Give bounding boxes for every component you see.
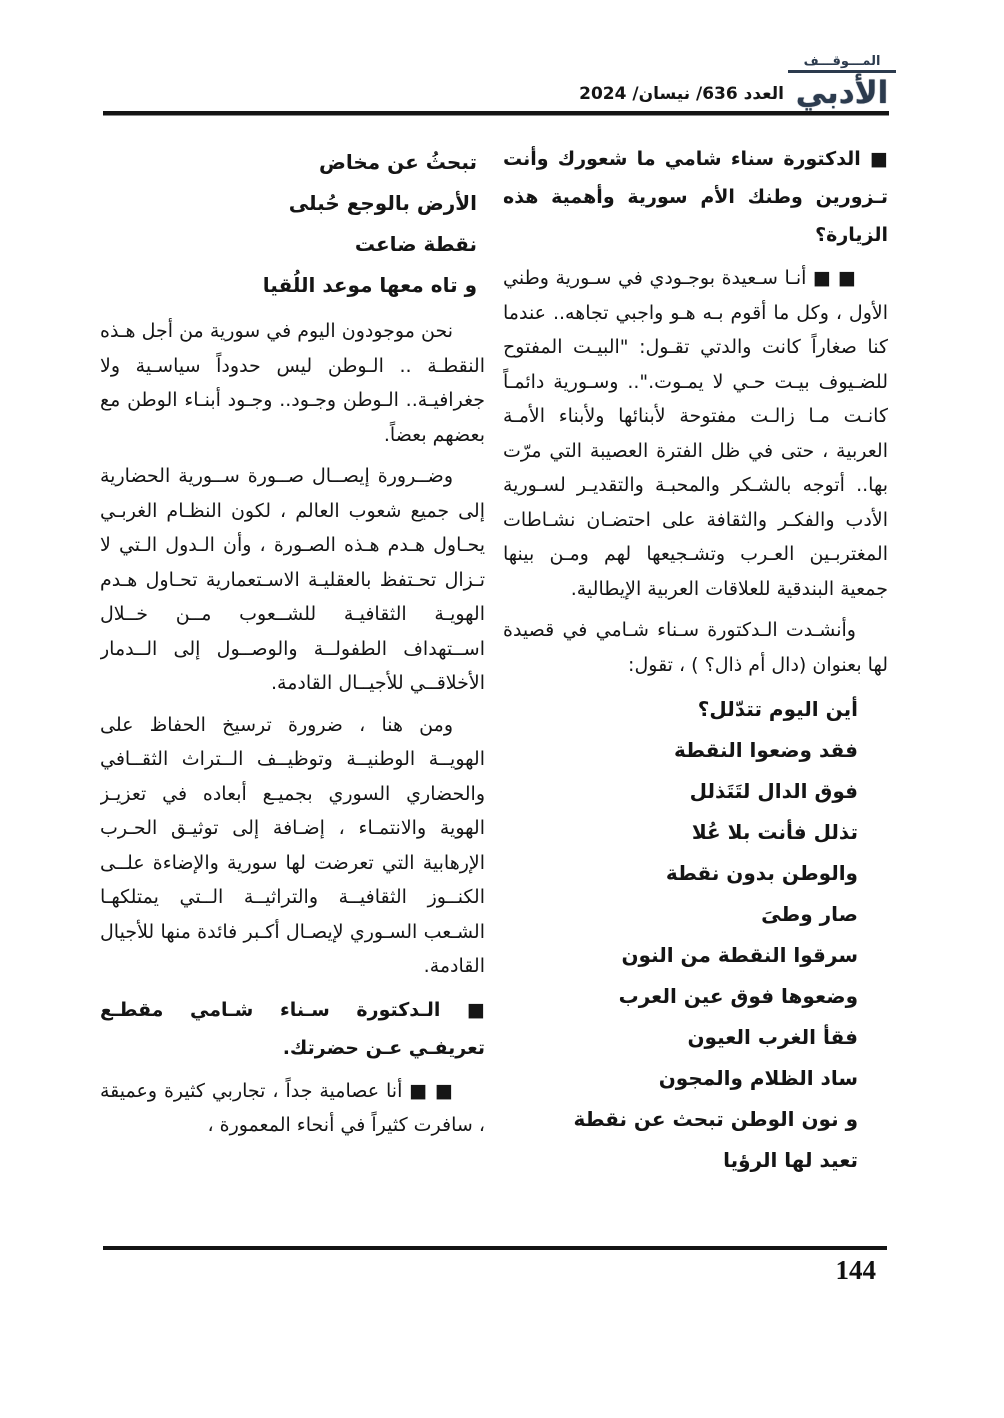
logo-divider [788,70,896,73]
poem-line: أين اليوم تتدّلل؟ [697,697,858,721]
poem-line: و نون الوطن تبحث عن نقطة [573,1107,858,1131]
article-body [100,140,888,1240]
poem-left-block [100,142,485,306]
footer-rule [103,1246,887,1250]
poem-line: والوطن بدون نقطة [665,861,858,885]
interview-answer-2: ■ ■ أنا عصامية جداً ، تجاربي كثيرة وعميقة ، سافرت كثيراً في أنحاء المعمورة ، [100,1079,485,1136]
interview-question-1: ■ الدكتورة سناء شامي ما شعورك وأنت تـزورين وطنك الأم سورية وأهمية هذه الزيارة؟ [503,148,888,246]
poem-intro: وأنشـدت الـدكتورة سـناء شـامي في قصيدة لها بعنوان (دال أم ذال؟ ) ، تقول: [503,619,888,676]
column-left [100,140,485,1240]
poem-line: فقأ الغرب العيون [687,1025,858,1049]
logo-top-text: المـــوقـــف [803,54,881,69]
body-paragraph: نحن موجودون اليوم في سورية من أجل هـذه النقطـة .. الـوطن ليس حدوداً سياسـية ولا جغرافيـة.. الـوطن وجـود.. وجـود أبنـاء الوطن مع بعضهم بعضاً. [100,320,485,446]
page-number: 144 [835,1255,876,1285]
magazine-logo [786,54,898,111]
body-paragraph: ومن هنا ، ضرورة ترسيخ الحفاظ على الهويــة الوطنيــة وتوظيــف الــتراث الثقــافي والحضاري السوري بجميـع أبعاده في تعزيـز الهوية والانتمـاء ، إضـافة إلى توثيـق الحـرب الإرهابية التي تعرضت لها سورية والإضاءة علــى الكنــوز الثقافيــة والتراثيــة الــتي يمتلكهـا الشـعب السـوري لإيصـال أكـبر فائدة منها للأجيال القادمة. [100,713,485,977]
body-paragraph: وضــرورة إيصــال صــورة ســورية الحضارية إلى جميع شعوب العالم ، لكون النظـام الغربـي يحـاول هـدم هـذه الصـورة ، وأن الـدول الـتي لا تـزال تحـتفظ بالعقليـة الاسـتعمارية تحـاول هـدم الهويـة الثقافيـة للشــعوب مــن خــلال اســتهداف الطفولــة والوصــول إلى الــدمار الأخلاقــي للأجيــال القادمة. [100,465,485,694]
poem-line: ساد الظلام والمجون [658,1066,858,1090]
interview-question-2: ■ الـدكتورة سـناء شـامي مقطـع تعريفـي عـن حضرتك. [100,998,485,1059]
poem-line: فقد وضعوا النقطة [674,738,858,762]
poem-line: نقطة ضاعت [354,232,477,256]
issue-info: العدد 636/ نيسان/ 2024 [579,84,784,104]
poem-line: تعيد لها الرؤيا [723,1148,858,1172]
header-rule [103,111,889,116]
poem-line: فوق الدال لتَتَذلل [689,779,858,803]
poem-right-block [503,689,888,1181]
poem-line: وضعوها فوق عين العرب [618,984,858,1008]
column-right [503,140,888,1240]
poem-line: صار وطىَ [761,902,858,926]
poem-line: تبحثُ عن مخاض [318,150,477,174]
poem-line: سرقوا النقطة من النون [621,943,858,967]
poem-line: و تاه معها موعد اللُقيا [262,273,477,297]
poem-line: الأرض بالوجع حُبلى [288,191,477,215]
interview-answer-1: ■ ■ أنـا سـعيدة بوجـودي في سـورية وطني الأول ، وكل ما أقوم بـه هـو واجبي تجاهه.. عندما كنا صغاراً كانت والدتي تقـول: "البيـت المفتوح للضـيوف بيـت حـي لا يمـوت.".. وسـورية دائمـاً كانـت مـا زالـت مفتوحة لأبنائها ولأبناء الأمـة العربية ، حتى في ظل الفترة العصيبة التي مرّت بها.. أتوجه بالشـكر والمحبـة والتقديـر لسـورية الأدب والفكـر والثقافة على احتضـان نشـاطات المغتربـين العـرب وتشـجيعها لهم ومـن بينها جمعية البندقية للعلاقات العربية الإيطالية. [503,267,888,600]
poem-line: تذلل فأنت بلا عُلا [691,820,858,844]
logo-main-text: الأدبي [795,75,889,111]
